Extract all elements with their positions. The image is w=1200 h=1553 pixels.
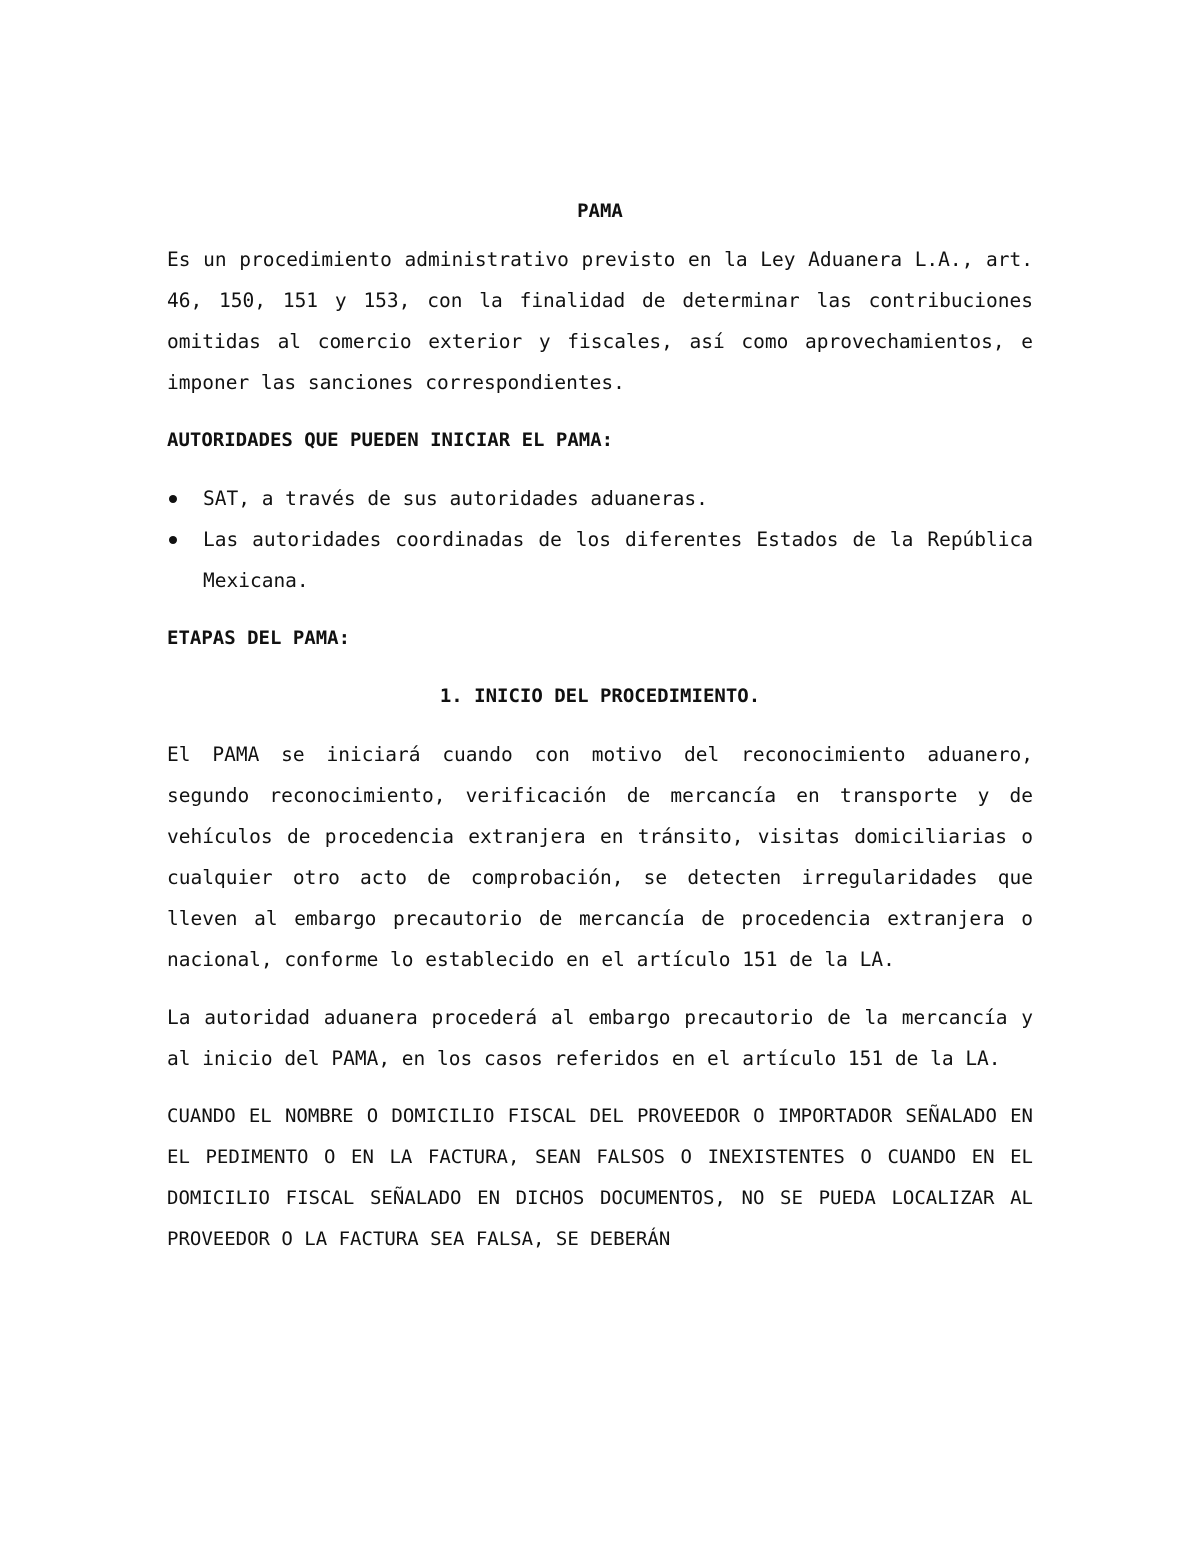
bullet-icon xyxy=(169,495,177,503)
stages-heading: ETAPAS DEL PAMA: xyxy=(167,627,351,649)
authorities-heading: AUTORIDADES QUE PUEDEN INICIAR EL PAMA: xyxy=(167,429,614,451)
list-item xyxy=(167,519,1033,601)
document-body xyxy=(167,197,1033,1277)
intro-paragraph: Es un procedimiento administrativo previsto en la Ley Aduanera L.A., art. 46, 150, 151 y 153, con la finalidad de determinar las contribuciones omitidas al comercio exterior y fiscales, así como aprovechamientos, e imponer las sanciones correspondientes. xyxy=(167,248,1033,394)
stage-1-heading: 1. INICIO DEL PROCEDIMIENTO. xyxy=(439,685,761,707)
list-item xyxy=(167,478,1033,519)
list-item-text: SAT, a través de sus autoridades aduaneras. xyxy=(203,487,708,510)
authorities-list xyxy=(167,478,1033,601)
document-title: PAMA xyxy=(577,200,623,222)
stage-1-paragraph: El PAMA se iniciará cuando con motivo del reconocimiento aduanero, segundo reconocimiento, verificación de mercancía en transporte y de vehículos de procedencia extranjera en tránsito, visitas domiciliarias o cualquier otro acto de comprobación, se detecten irregularidades que lleven al embargo precautorio de mercancía de procedencia extranjera o nacional, conforme lo establecido en el artículo 151 de la LA. xyxy=(167,743,1033,971)
bullet-icon xyxy=(169,536,177,544)
list-item-text: Las autoridades coordinadas de los diferentes Estados de la República Mexicana. xyxy=(203,528,1033,592)
embargo-paragraph: La autoridad aduanera procederá al embargo precautorio de la mercancía y al inicio del PAMA, en los casos referidos en el artículo 151 de la LA. xyxy=(167,1006,1033,1070)
uppercase-paragraph: CUANDO EL NOMBRE O DOMICILIO FISCAL DEL PROVEEDOR O IMPORTADOR SEÑALADO EN EL PEDIMENTO O EN LA FACTURA, SEAN FALSOS O INEXISTENTES O CUANDO EN EL DOMICILIO FISCAL SEÑALADO EN DICHOS DOCUMENTOS, NO SE PUEDA LOCALIZAR AL PROVEEDOR O LA FACTURA SEA FALSA, SE DEBERÁN xyxy=(167,1105,1033,1250)
